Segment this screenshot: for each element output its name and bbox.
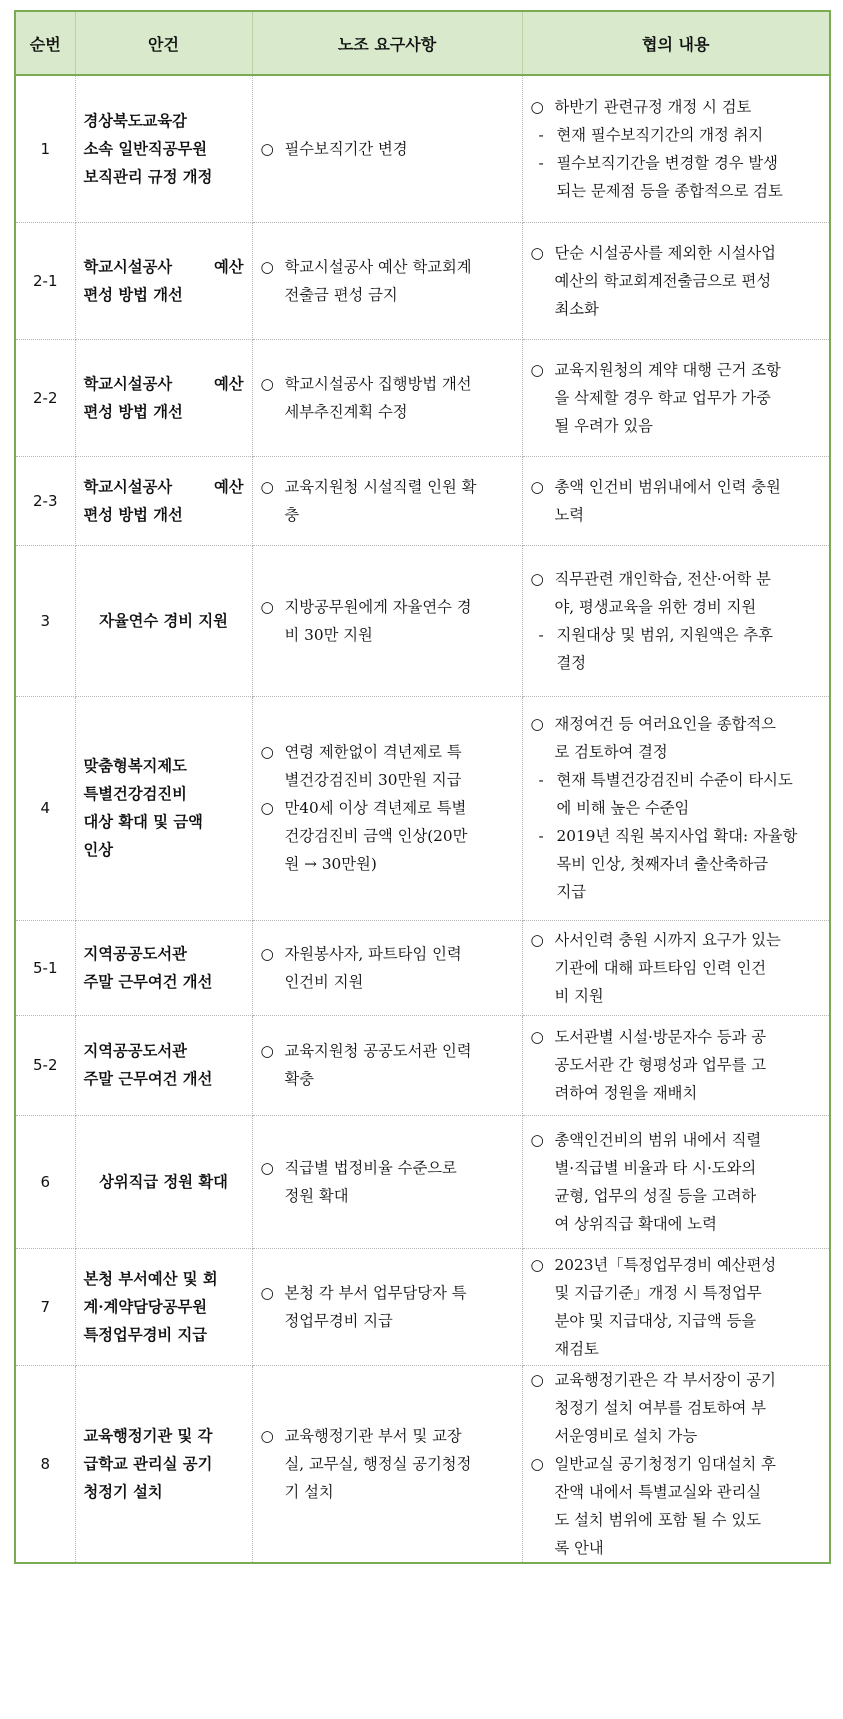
- row-number: 7: [15, 1248, 75, 1365]
- result-cell: [522, 1015, 830, 1115]
- item-line: ○ 본청 각 부서 업무담당자 특: [284, 1283, 467, 1302]
- item-line: 여 상위직급 확대에 노력: [554, 1214, 717, 1233]
- agenda-cell: [75, 1365, 252, 1563]
- demand-cell: [252, 222, 522, 339]
- item-line: 을 삭제할 경우 학교 업무가 가중: [554, 388, 771, 407]
- bullet-item: [531, 1366, 822, 1450]
- dash-item: [531, 822, 822, 906]
- bullet-item: [261, 370, 514, 426]
- item-line: - 2019년 직원 복지사업 확대: 자율항: [556, 827, 798, 845]
- demand-cell: [252, 1365, 522, 1563]
- item-line: 별건강검진비 30만원 지급: [284, 771, 462, 789]
- agenda-line: 지역공공도서관: [83, 1042, 187, 1060]
- item-line: ○ 재정여건 등 여러요인을 종합적으: [554, 715, 776, 733]
- table-row: [15, 456, 830, 545]
- agenda-line: 편성 방법 개선: [83, 402, 183, 421]
- result-cell: [522, 1115, 830, 1248]
- bullet-item: [531, 473, 822, 529]
- item-line: ○ 만40세 이상 격년제로 특별: [284, 799, 467, 817]
- item-line: 잔액 내에서 특별교실와 관리실: [554, 1482, 762, 1501]
- item-line: ○ 도서관별 시설·방문자수 등과 공: [554, 1028, 767, 1046]
- item-line: - 현재 필수보직기간의 개정 취지: [556, 125, 764, 144]
- agenda-line: 청정기 설치: [83, 1482, 163, 1501]
- item-line: ○ 교육지원청 시설직렬 인원 확: [284, 477, 477, 496]
- result-cell: [522, 1365, 830, 1563]
- bullet-item: [261, 1154, 514, 1210]
- bullet-item: [531, 565, 822, 621]
- result-cell: [522, 920, 830, 1015]
- agenda-line: 인상: [83, 841, 114, 859]
- header-agenda: 안건: [75, 11, 252, 75]
- header-demand: 노조 요구사항: [252, 11, 522, 75]
- item-line: 실, 교무실, 행정실 공기청정: [284, 1454, 472, 1473]
- item-line: ○ 직무관련 개인학습, 전산·어학 분: [554, 569, 771, 588]
- item-line: 및 지급기준」개정 시 특정업무: [554, 1283, 762, 1302]
- item-line: 세부추진계획 수정: [284, 402, 408, 421]
- agenda-line: 지역공공도서관: [83, 944, 187, 963]
- result-cell: [522, 222, 830, 339]
- bullet-item: [261, 135, 514, 163]
- bullet-item: [261, 1422, 514, 1506]
- header-result: 협의 내용: [522, 11, 830, 75]
- item-line: 려하여 정원을 재배치: [554, 1084, 698, 1102]
- item-line: 비 30만 지원: [284, 625, 373, 644]
- table-row: [15, 1248, 830, 1365]
- agenda-line: 편성 방법 개선: [83, 285, 183, 304]
- agenda-line: 특별건강검진비: [83, 785, 187, 803]
- item-line: 균형, 업무의 성질 등을 고려하: [554, 1186, 757, 1205]
- item-line: 목비 인상, 첫째자녀 출산축하금: [556, 855, 769, 873]
- item-line: ○ 총액인건비의 범위 내에서 직렬: [554, 1130, 762, 1149]
- item-line: ○ 일반교실 공기청정기 임대설치 후: [554, 1454, 776, 1473]
- table-row: [15, 339, 830, 456]
- row-number: 6: [15, 1115, 75, 1248]
- item-line: 전출금 편성 금지: [284, 285, 398, 304]
- bullet-item: [261, 794, 514, 878]
- row-number: 5-1: [15, 920, 75, 1015]
- item-line: 최소화: [554, 299, 599, 318]
- item-line: 서운영비로 설치 가능: [554, 1426, 698, 1445]
- header-no: 순번: [15, 11, 75, 75]
- bullet-item: [531, 356, 822, 440]
- demand-cell: [252, 696, 522, 920]
- item-line: - 필수보직기간을 변경할 경우 발생: [556, 153, 778, 172]
- agenda-line: 특정업무경비 지급: [83, 1325, 208, 1344]
- item-line: 될 우려가 있음: [554, 416, 653, 435]
- agenda-cell: [75, 222, 252, 339]
- item-line: ○ 지방공무원에게 자율연수 경: [284, 597, 472, 616]
- bullet-item: [531, 1450, 822, 1562]
- item-line: ○ 자원봉사자, 파트타임 인력: [284, 944, 462, 963]
- bullet-item: [531, 1023, 822, 1107]
- item-line: 야, 평생교육을 위한 경비 지원: [554, 597, 757, 616]
- item-line: 비 지원: [554, 986, 604, 1005]
- bullet-item: [261, 940, 514, 996]
- item-line: 분야 및 지급대상, 지급액 등을: [554, 1311, 757, 1330]
- agenda-cell: [75, 920, 252, 1015]
- item-line: 도 설치 범위에 포함 될 수 있도: [554, 1510, 761, 1529]
- result-cell: [522, 696, 830, 920]
- agenda-line: 보직관리 규정 개정: [83, 167, 213, 186]
- item-line: 원 → 30만원): [284, 855, 377, 873]
- table-row: [15, 545, 830, 696]
- item-line: 지급: [556, 883, 587, 901]
- bullet-item: [261, 738, 514, 794]
- bullet-item: [261, 1037, 514, 1093]
- agenda-cell: [75, 545, 252, 696]
- item-line: 정원 확대: [284, 1186, 349, 1205]
- result-cell: [522, 456, 830, 545]
- item-line: 노력: [554, 505, 585, 524]
- item-line: 재검토: [554, 1339, 599, 1358]
- row-number: 2-2: [15, 339, 75, 456]
- item-line: 예산의 학교회계전출금으로 편성: [554, 271, 772, 290]
- agenda-cell: [75, 456, 252, 545]
- result-cell: [522, 545, 830, 696]
- row-number: 3: [15, 545, 75, 696]
- item-line: ○ 필수보직기간 변경: [284, 139, 408, 158]
- item-line: ○ 교육지원청 공공도서관 인력: [284, 1042, 472, 1060]
- agenda-line: 소속 일반직공무원: [83, 139, 208, 158]
- item-line: 청정기 설치 여부를 검토하여 부: [554, 1398, 767, 1417]
- item-line: ○ 하반기 관련규정 개정 시 검토: [554, 97, 752, 116]
- agenda-cell: [75, 696, 252, 920]
- demand-cell: [252, 339, 522, 456]
- table-body: [15, 75, 830, 1563]
- bullet-item: [261, 253, 514, 309]
- item-line: ○ 학교시설공사 집행방법 개선: [284, 374, 472, 393]
- dash-item: [531, 121, 822, 149]
- agenda-cell: [75, 1015, 252, 1115]
- item-line: ○ 총액 인건비 범위내에서 인력 충원: [554, 477, 781, 496]
- agenda-line: 대상 확대 및 금액: [83, 813, 203, 831]
- agenda-cell: [75, 1115, 252, 1248]
- item-line: 되는 문제점 등을 종합적으로 검토: [556, 181, 783, 200]
- item-line: 정업무경비 지급: [284, 1311, 393, 1330]
- result-cell: [522, 75, 830, 222]
- table-row: [15, 1365, 830, 1563]
- item-line: 별·직급별 비율과 타 시·도와의: [554, 1158, 757, 1177]
- bullet-item: [531, 926, 822, 1010]
- demand-cell: [252, 920, 522, 1015]
- item-line: ○ 연령 제한없이 격년제로 특: [284, 743, 462, 761]
- item-line: 기관에 대해 파트타임 인력 인건: [554, 958, 767, 977]
- item-line: - 현재 특별건강검진비 수준이 타시도: [556, 771, 793, 789]
- bullet-item: [531, 93, 822, 121]
- agenda-line: 계·계약담당공무원: [83, 1297, 208, 1316]
- item-line: 기 설치: [284, 1482, 334, 1501]
- item-line: ○ 직급별 법정비율 수준으로: [284, 1158, 457, 1177]
- agenda-line: 학교시설공사 예산: [83, 374, 244, 393]
- demand-cell: [252, 1248, 522, 1365]
- item-line: 로 검토하여 결정: [554, 743, 668, 761]
- item-line: - 지원대상 및 범위, 지원액은 추후: [556, 625, 773, 644]
- consultation-table: [14, 10, 831, 1564]
- item-line: ○ 교육행정기관은 각 부서장이 공기: [554, 1370, 776, 1389]
- bullet-item: [261, 593, 514, 649]
- table-row: [15, 222, 830, 339]
- agenda-line: 주말 근무여건 개선: [83, 1070, 213, 1088]
- agenda-line: 편성 방법 개선: [83, 505, 183, 524]
- item-line: 에 비해 높은 수준임: [556, 799, 690, 817]
- item-line: ○ 교육지원청의 계약 대행 근거 조항: [554, 360, 781, 379]
- item-line: 건강검진비 금액 인상(20만: [284, 827, 468, 845]
- item-line: ○ 학교시설공사 예산 학교회계: [284, 257, 472, 276]
- agenda-line: 급학교 관리실 공기: [83, 1454, 213, 1473]
- item-line: ○ 단순 시설공사를 제외한 시설사업: [554, 243, 776, 262]
- header-row: [15, 11, 830, 75]
- row-number: 2-1: [15, 222, 75, 339]
- agenda-line: 교육행정기관 및 각: [83, 1426, 213, 1445]
- demand-cell: [252, 545, 522, 696]
- item-line: 록 안내: [554, 1538, 604, 1557]
- bullet-item: [531, 239, 822, 323]
- dash-item: [531, 149, 822, 205]
- bullet-item: [531, 1126, 822, 1238]
- item-line: ○ 2023년「특정업무경비 예산편성: [554, 1255, 777, 1274]
- row-number: 4: [15, 696, 75, 920]
- table-row: [15, 920, 830, 1015]
- item-line: 공도서관 간 형평성과 업무를 고: [554, 1056, 767, 1074]
- row-number: 2-3: [15, 456, 75, 545]
- bullet-item: [261, 473, 514, 529]
- dash-item: [531, 766, 822, 822]
- demand-cell: [252, 456, 522, 545]
- item-line: 충: [284, 505, 300, 524]
- item-line: 확충: [284, 1070, 315, 1088]
- table-row: [15, 1015, 830, 1115]
- table-row: [15, 1115, 830, 1248]
- bullet-item: [261, 1279, 514, 1335]
- agenda-line: 맞춤형복지제도: [83, 757, 187, 775]
- item-line: ○ 교육행정기관 부서 및 교장: [284, 1426, 462, 1445]
- agenda-cell: [75, 1248, 252, 1365]
- table-row: [15, 696, 830, 920]
- agenda-cell: [75, 75, 252, 222]
- agenda-line: 자율연수 경비 지원: [99, 611, 228, 630]
- result-cell: [522, 1248, 830, 1365]
- bullet-item: [531, 1251, 822, 1363]
- bullet-item: [531, 710, 822, 766]
- item-line: 인건비 지원: [284, 972, 364, 991]
- agenda-line: 상위직급 정원 확대: [99, 1172, 228, 1191]
- row-number: 5-2: [15, 1015, 75, 1115]
- table-row: [15, 75, 830, 222]
- agenda-line: 주말 근무여건 개선: [83, 972, 213, 991]
- row-number: 1: [15, 75, 75, 222]
- agenda-cell: [75, 339, 252, 456]
- agenda-line: 경상북도교육감: [83, 111, 187, 130]
- item-line: 결정: [556, 653, 587, 672]
- item-line: ○ 사서인력 충원 시까지 요구가 있는: [554, 930, 781, 949]
- agenda-line: 본청 부서예산 및 회: [83, 1269, 218, 1288]
- agenda-line: 학교시설공사 예산: [83, 257, 244, 276]
- demand-cell: [252, 75, 522, 222]
- agenda-line: 학교시설공사 예산: [83, 477, 244, 496]
- demand-cell: [252, 1115, 522, 1248]
- demand-cell: [252, 1015, 522, 1115]
- dash-item: [531, 621, 822, 677]
- result-cell: [522, 339, 830, 456]
- row-number: 8: [15, 1365, 75, 1563]
- page: [14, 10, 829, 1564]
